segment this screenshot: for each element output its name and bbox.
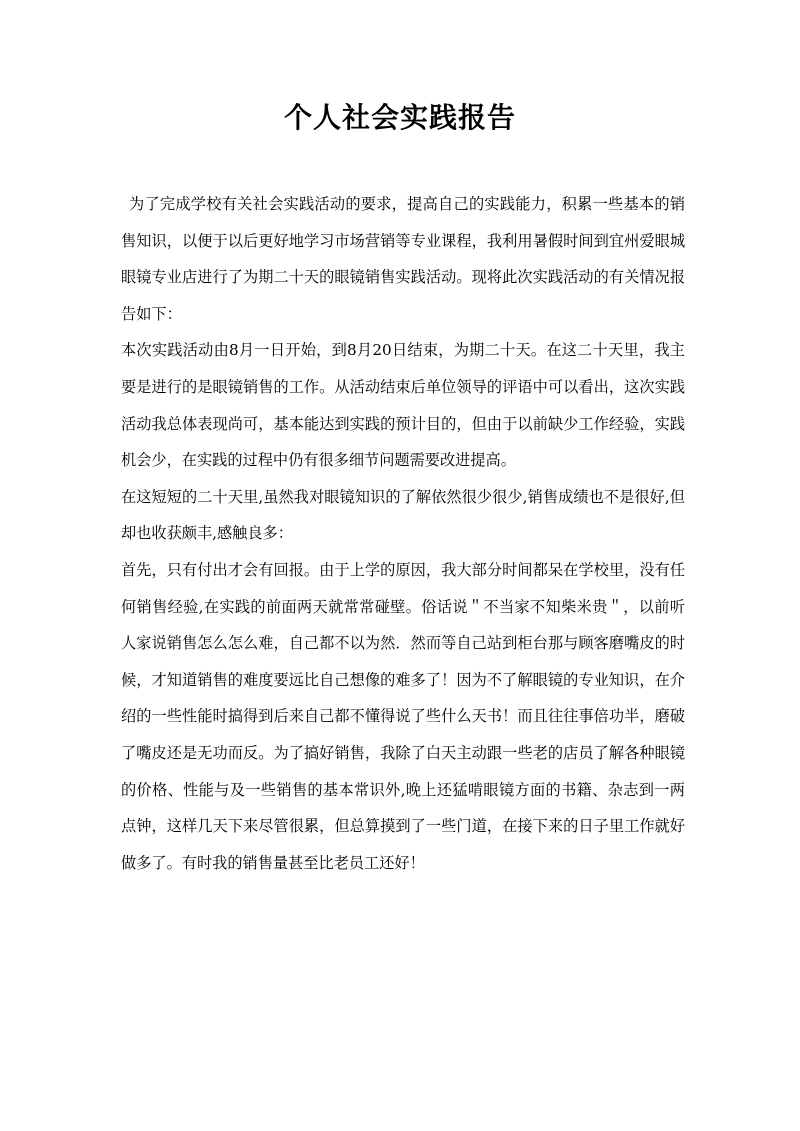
document-body [121,186,685,881]
paragraph-reflection: 在这短短的二十天里,虽然我对眼镜知识的了解依然很少很少,销售成绩也不是很好,但却也收获颇丰,感触良多： [121,487,685,543]
document-title: 个人社会实践报告 [283,101,516,134]
paragraph-first-point: 首先，只有付出才会有回报。由于上学的原因，我大部分时间都呆在学校里，没有任何销售经验,在实践的前面两天就常常碰壁。俗话说＂不当家不知柴米贵＂，以前听人家说销售怎么怎么难，自己都不以为然．然而等自己站到柜台那与顾客磨嘴皮的时候，才知道销售的难度要远比自己想像的难多了！因为不了解眼镜的专业知识，在介绍的一些性能时搞得到后来自己都不懂得说了些什么天书！而且往往事倍功半，磨破了嘴皮还是无功而反。为了搞好销售，我除了白天主动跟一些老的店员了解各种眼镜的价格、性能与及一些销售的基本常识外,晚上还猛啃眼镜方面的书籍、杂志到一两点钟，这样几天下来尽管很累，但总算摸到了一些门道，在接下来的日子里工作就好做多了。有时我的销售量甚至比老员工还好！ [121,560,685,872]
paragraph-overview: 本次实践活动由8月一日开始，到8月20日结束，为期二十天。在这二十天里，我主要是进行的是眼镜销售的工作。从活动结束后单位领导的评语中可以看出，这次实践活动我总体表现尚可，基本能达到实践的预计目的，但由于以前缺少工作经验，实践机会少，在实践的过程中仍有很多细节问题需要改进提高。 [121,341,685,470]
paragraph-intro: 为了完成学校有关社会实践活动的要求，提高自己的实践能力，积累一些基本的销售知识，以便于以后更好地学习市场营销等专业课程，我利用暑假时间到宜州爱眼城眼镜专业店进行了为期二十天的眼镜销售实践活动。现将此次实践活动的有关情况报告如下： [121,195,685,323]
